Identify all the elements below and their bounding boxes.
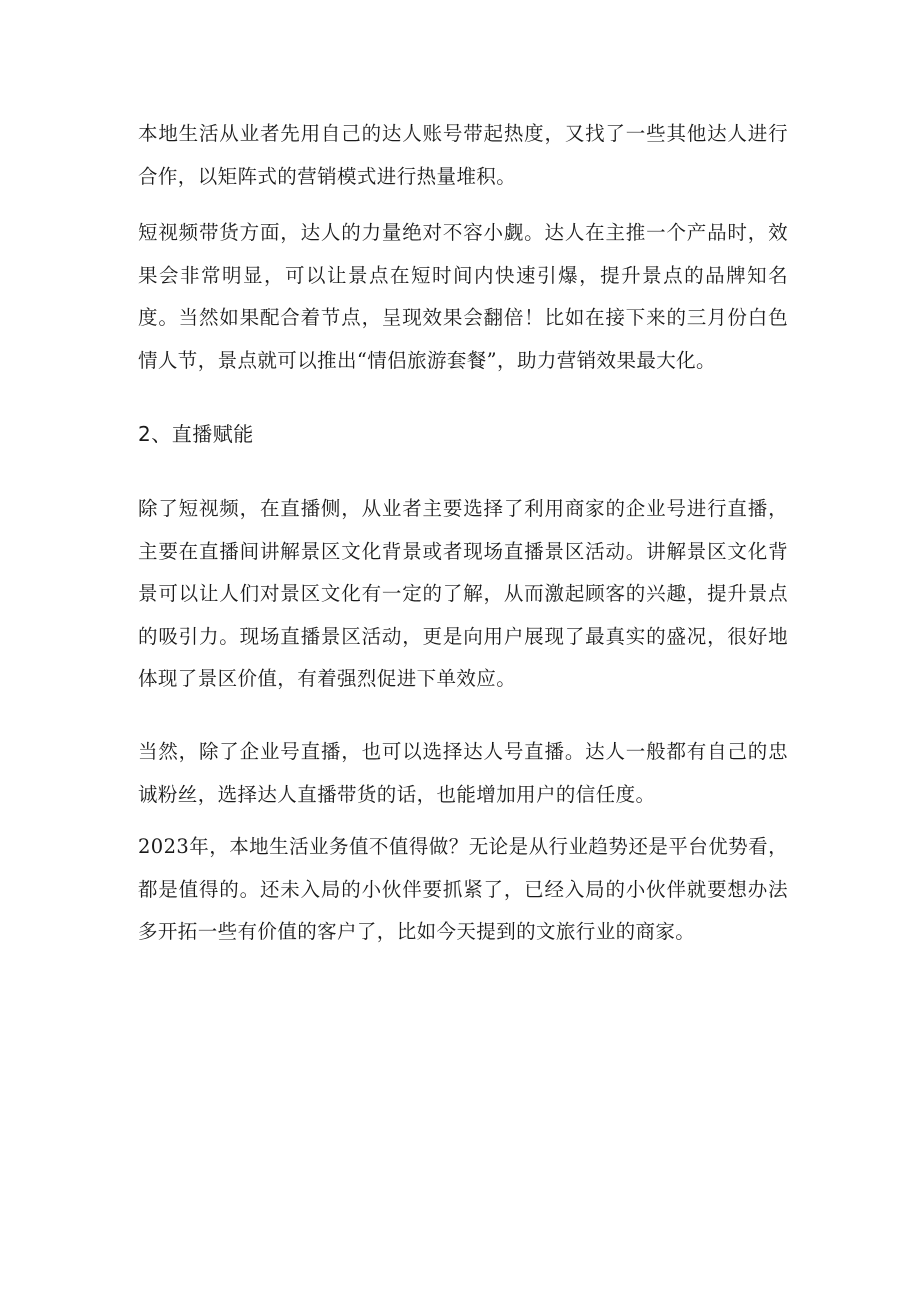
paragraph-talent-livestream: 当然，除了企业号直播，也可以选择达人号直播。达人一般都有自己的忠诚粉丝，选择达人直播带货的话，也能增加用户的信任度。 (138, 740, 788, 806)
section-heading-livestream: 2、直播赋能 (138, 422, 254, 446)
paragraph-talent-matrix: 本地生活从业者先用自己的达人账号带起热度，又找了一些其他达人进行合作，以矩阵式的营销模式进行热量堆积。 (138, 122, 788, 188)
paragraph-conclusion: 2023年，本地生活业务值不值得做？无论是从行业趋势还是平台优势看，都是值得的。还未入局的小伙伴要抓紧了，已经入局的小伙伴就要想办法多开拓一些有价值的客户了，比如今天提到的文旅行业的商家。 (138, 835, 788, 943)
paragraph-enterprise-livestream: 除了短视频，在直播侧，从业者主要选择了利用商家的企业号进行直播，主要在直播间讲解景区文化背景或者现场直播景区活动。讲解景区文化背景可以让人们对景区文化有一定的了解，从而激起顾客的兴趣，提升景点的吸引力。现场直播景区活动，更是向用户展现了最真实的盛况，很好地体现了景区价值，有着强烈促进下单效应。 (138, 497, 788, 690)
paragraph-short-video: 短视频带货方面，达人的力量绝对不容小觑。达人在主推一个产品时，效果会非常明显，可以让景点在短时间内快速引爆，提升景点的品牌知名度。当然如果配合着节点，呈现效果会翻倍！比如在接下来的三月份白色情人节，景点就可以推出“情侣旅游套餐”，助力营销效果最大化。 (138, 221, 788, 372)
